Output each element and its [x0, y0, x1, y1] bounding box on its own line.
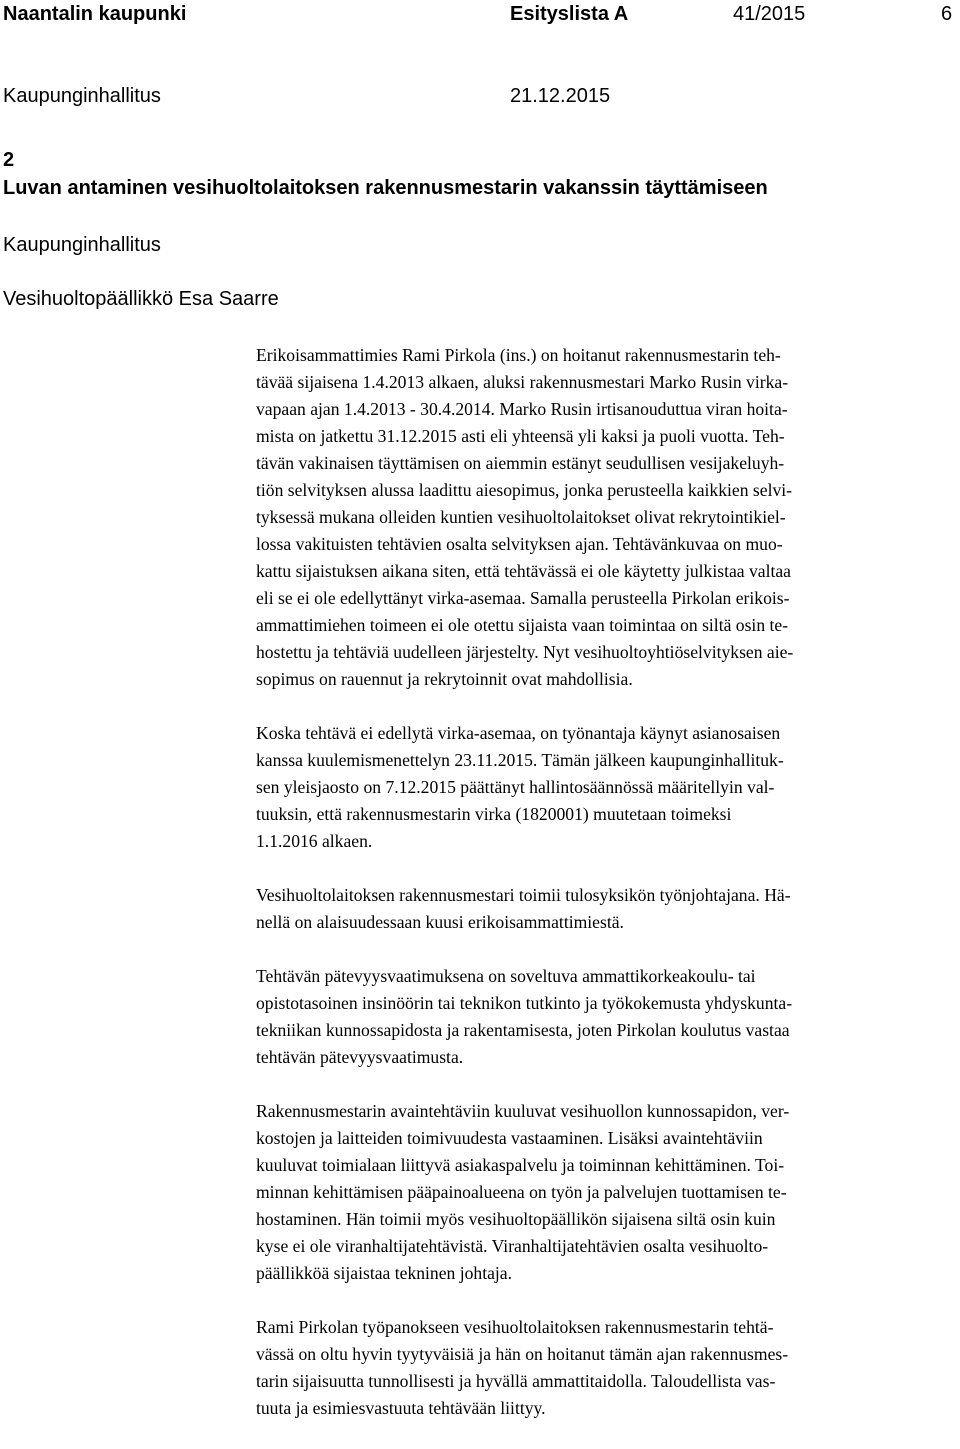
paragraph-line: kostojen ja laitteiden toimivuudesta vastaaminen. Lisäksi avaintehtäviin: [256, 1128, 763, 1148]
item-title: Luvan antaminen vesihuoltolaitoksen rakennusmestarin vakanssin täyttämiseen: [3, 177, 768, 199]
paragraph-line: 1.1.2016 alkaen.: [256, 831, 373, 851]
preparer: Vesihuoltopäällikkö Esa Saarre: [3, 288, 279, 310]
paragraph-line: sopimus on rauennut ja rekrytoinnit ovat mahdollisia.: [256, 669, 633, 689]
header-page-number: 6: [941, 3, 953, 25]
paragraph-line: ammattimiehen toimeen ei ole otettu sijaista vaan toimintaa on siltä osin te-: [256, 615, 789, 635]
paragraph-line: Rakennusmestarin avaintehtäviin kuuluvat vesihuollon kunnossapidon, ver-: [256, 1101, 790, 1121]
paragraph-line: tehtävän pätevyysvaatimusta.: [256, 1047, 464, 1067]
paragraph-line: vapaan ajan 1.4.2013 - 30.4.2014. Marko Rusin irtisanouduttua viran hoita-: [256, 399, 788, 419]
paragraph-line: päällikköä sijaistaa tekninen johtaja.: [256, 1263, 513, 1283]
paragraph-line: Koska tehtävä ei edellytä virka-asemaa, on työnantaja käynyt asianosaisen: [256, 723, 781, 743]
paragraph-line: hostettu ja tehtäviä uudelleen järjestelty. Nyt vesihuoltoyhtiöselvityksen aie-: [256, 642, 794, 662]
paragraph-line: tuuksin, että rakennusmestarin virka (1820001) muutetaan toimeksi: [256, 804, 732, 824]
paragraph-line: tyksessä mukana olleiden kuntien vesihuoltolaitokset olivat rekrytointikiel-: [256, 507, 786, 527]
header-agenda-list: Esityslista A: [510, 3, 629, 25]
paragraph-line: Rami Pirkolan työpanokseen vesihuoltolaitoksen rakennusmestarin tehtä-: [256, 1317, 774, 1337]
paragraph-line: hostaminen. Hän toimii myös vesihuoltopäällikön sijaisena siltä osin kuin: [256, 1209, 776, 1229]
decision-body: Kaupunginhallitus: [3, 234, 161, 256]
header-date: 21.12.2015: [510, 85, 611, 107]
paragraph: [256, 1314, 956, 1422]
paragraph: [256, 963, 956, 1071]
paragraph-line: tekniikan kunnossapidosta ja rakentamisesta, joten Pirkolan koulutus vastaa: [256, 1020, 790, 1040]
paragraph-line: opistotasoinen insinöörin tai teknikon tutkinto ja työkokemusta yhdyskunta-: [256, 993, 793, 1013]
item-number: 2: [3, 149, 15, 171]
header-body: Kaupunginhallitus: [3, 85, 161, 107]
paragraph-line: Tehtävän pätevyysvaatimuksena on soveltuva ammattikorkeakoulu- tai: [256, 966, 756, 986]
paragraph-line: kuuluvat toimialaan liittyvä asiakaspalvelu ja toiminnan kehittäminen. Toi-: [256, 1155, 785, 1175]
paragraph-line: Vesihuoltolaitoksen rakennusmestari toimii tulosyksikön työnjohtajana. Hä-: [256, 885, 791, 905]
paragraph: [256, 882, 956, 936]
paragraph-line: kattu sijaistuksen aikana siten, että tehtävässä ei ole käytetty julkistaa valtaa: [256, 561, 791, 581]
paragraph: [256, 720, 956, 855]
paragraph: [256, 1098, 956, 1287]
paragraph-line: sen yleisjaosto on 7.12.2015 päättänyt hallintosäännössä määritellyin val-: [256, 777, 775, 797]
header-doc-number: 41/2015: [733, 3, 806, 25]
paragraph-line: tävän vakinaisen täyttämisen on aiemmin estänyt seudullisen vesijakeluyh-: [256, 453, 785, 473]
paragraph-line: tarin sijaisuutta tunnollisesti ja hyvällä ammattitaidolla. Taloudellista vas-: [256, 1371, 776, 1391]
paragraph-line: tuuta ja esimiesvastuuta tehtävään liittyy.: [256, 1398, 546, 1418]
paragraph-line: Erikoisammattimies Rami Pirkola (ins.) on hoitanut rakennusmestarin teh-: [256, 345, 781, 365]
body-text: [256, 342, 956, 1449]
paragraph-line: tävää sijaisena 1.4.2013 alkaen, aluksi rakennusmestari Marko Rusin virka-: [256, 372, 789, 392]
paragraph-line: minnan kehittämisen pääpainoalueena on työn ja palvelujen tuottamisen te-: [256, 1182, 787, 1202]
paragraph-line: tiön selvityksen alussa laadittu aiesopimus, jonka perusteella kaikkien selvi-: [256, 480, 792, 500]
paragraph-line: kyse ei ole viranhaltijatehtävistä. Viranhaltijatehtävien osalta vesihuolto-: [256, 1236, 769, 1256]
paragraph-line: eli se ei ole edellyttänyt virka-asemaa. Samalla perusteella Pirkolan erikois-: [256, 588, 790, 608]
paragraph-line: nellä on alaisuudessaan kuusi erikoisammattimiestä.: [256, 912, 624, 932]
header-city: Naantalin kaupunki: [3, 3, 187, 25]
paragraph: [256, 342, 956, 693]
paragraph-line: mista on jatkettu 31.12.2015 asti eli yhteensä yli kaksi ja puoli vuotta. Teh-: [256, 426, 785, 446]
paragraph-line: kanssa kuulemismenettelyn 23.11.2015. Tämän jälkeen kaupunginhallituk-: [256, 750, 784, 770]
paragraph-line: lossa vakituisten tehtävien osalta selvityksen ajan. Tehtävänkuvaa on muo-: [256, 534, 783, 554]
paragraph-line: vässä on oltu hyvin tyytyväisiä ja hän on hoitanut tämän ajan rakennusmes-: [256, 1344, 789, 1364]
